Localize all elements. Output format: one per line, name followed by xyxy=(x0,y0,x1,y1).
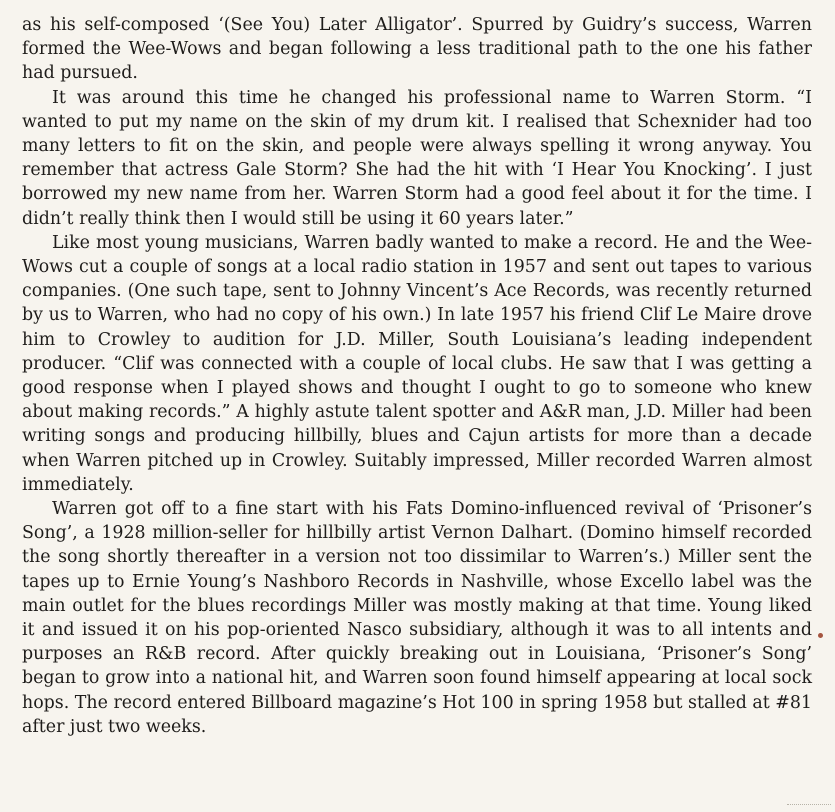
paragraph-name-change: It was around this time he changed his professional name to Warren Storm. “I wanted to put my name on the skin of my drum kit. I realised that Schexnider had too many letters to fit on the skin, and people were always spelling it wrong anyway. You remember that actress Gale Storm? She had the hit with ‘I Hear You Knocking’. I just borrowed my new name from her. Warren Storm had a good feel about it for the time. I didn’t really think then I would still be using it 60 years later.” xyxy=(22,87,812,229)
margin-dot-mark xyxy=(818,633,823,638)
paragraph-first-record: Like most young musicians, Warren badly wanted to make a record. He and the Wee-Wows cut a couple of songs at a local radio station in 1957 and sent out tapes to various companies. (One such tape, sent to Johnny Vincent’s Ace Records, was recently returned by us to Warren, who had no copy of his own.) In late 1957 his friend Clif Le Maire drove him to Crowley to audition for J.D. Miller, South Louisiana’s leading independent producer. “Clif was connected with a couple of local clubs. He saw that I was getting a good response when I played shows and thought I ought to go to someone who knew about making records.” A highly astute talent spotter and A&R man, J.D. Miller had been writing songs and producing hillbilly, blues and Cajun artists for more than a decade when Warren pitched up in Crowley. Suitably impressed, Miller recorded Warren almost immediately. xyxy=(22,232,812,495)
page-corner-mark xyxy=(787,804,831,811)
paragraph-continued: as his self-composed ‘(See You) Later Alligator’. Spurred by Guidry’s success, Warren formed the Wee-Wows and began following a less traditional path to the one his father had pursued. xyxy=(22,15,812,84)
document-page xyxy=(22,13,812,739)
paragraph-prisoners-song: Warren got off to a fine start with his Fats Domino-influenced revival of ‘Prisoner’s Song’, a 1928 million-seller for hillbilly artist Vernon Dalhart. (Domino himself recorded the song shortly thereafter in a version not too dissimilar to Warren’s.) Miller sent the tapes up to Ernie Young’s Nashboro Records in Nashville, whose Excello label was the main outlet for the blues recordings Miller was mostly making at that time. Young liked it and issued it on his pop-oriented Nasco subsidiary, although it was to all intents and purposes an R&B record. After quickly breaking out in Louisiana, ‘Prisoner’s Song’ began to grow into a national hit, and Warren soon found himself appearing at local sock hops. The record entered Billboard magazine’s Hot 100 in spring 1958 but stalled at #81 after just two weeks. xyxy=(22,499,812,737)
